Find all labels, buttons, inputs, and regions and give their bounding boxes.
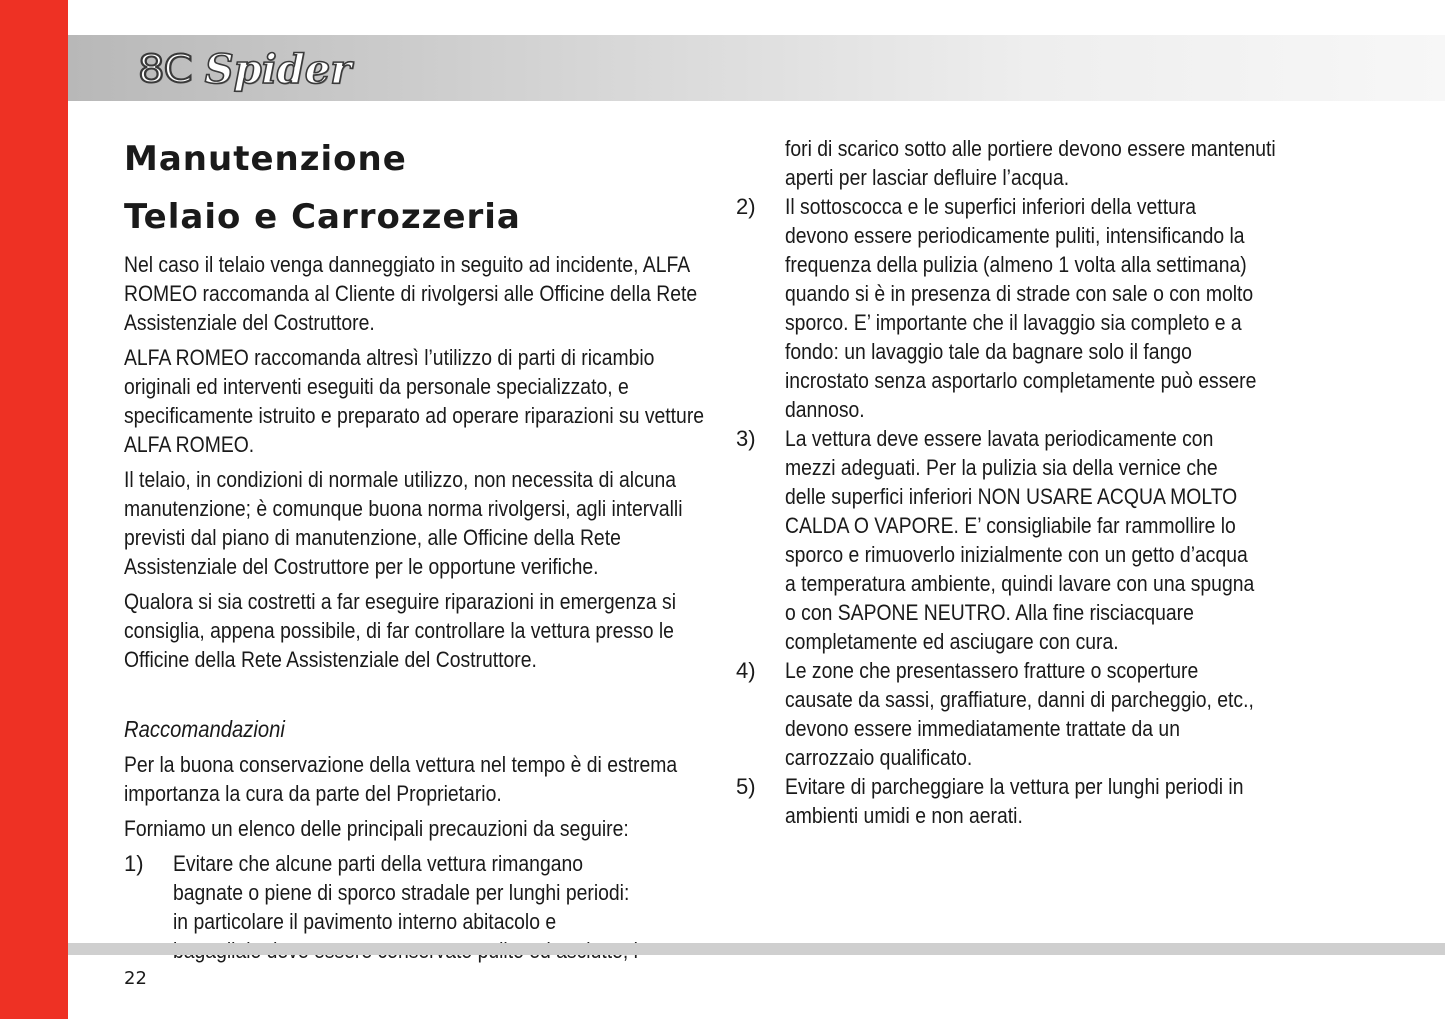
footer-bar (68, 943, 1445, 955)
paragraph: Per la buona conservazione della vettura nel tempo è di estrema importanza la cura da parte del Proprietario. (124, 752, 678, 806)
paragraph: Qualora si sia costretti a far eseguire riparazioni in emergenza si consiglia, appena possibile, di far controllare la vettura presso le Officine della Rete Assistenziale del Costruttore. (124, 589, 677, 672)
list-item-continuation (736, 134, 1326, 192)
header-band (68, 35, 1445, 101)
list-item (736, 656, 1326, 772)
list-item-text: Evitare che alcune parti della vettura rimangano bagnate o piene di sporco stradale per lunghi periodi: in particolare il pavimento interno abitacolo e (173, 851, 630, 934)
page-number: 22 (124, 968, 147, 989)
list-item (736, 424, 1326, 656)
paragraph: Il telaio, in condizioni di normale utilizzo, non necessita di alcuna manutenzione; è comunque buona norma rivolgersi, agli intervalli previsti dal piano di manutenzione, alle Officine della Rete Assistenziale del Costruttore per le opportune verifiche. (124, 467, 683, 579)
subheading: Raccomandazioni (124, 716, 285, 742)
list-item-number: 4) (736, 658, 756, 683)
paragraph: ALFA ROMEO raccomanda altresì l’utilizzo di parti di ricambio originali ed interventi eseguiti da personale specializzato, e specificamente istruito e preparato ad operare riparazioni su vetture ALFA ROMEO. (124, 345, 705, 457)
left-column (124, 130, 714, 965)
paragraph: Forniamo un elenco delle principali precauzioni da seguire: (124, 816, 629, 841)
list-item-number: 5) (736, 774, 756, 799)
list-item-text: Il sottoscocca e le superfici inferiori della vettura devono essere periodicamente puliti, intensificando la frequenza della pulizia (almeno 1 volta alla settimana) quando si è in presenza di strade con sale o con molto sporco. E’ importante che il lavaggio sia completo e a fondo: un lavaggio tale da bagnare solo il fango incrostato senza asportarlo completamente può essere dannoso. (785, 194, 1257, 422)
list-item-text: fori di scarico sotto alle portiere devono essere mantenuti aperti per lasciar defluire l’acqua. (785, 136, 1276, 190)
list-item-text: Evitare di parcheggiare la vettura per lunghi periodi in ambienti umidi e non aerati. (785, 774, 1244, 828)
page-title: Manutenzione (124, 139, 407, 179)
list-item-number: 2) (736, 194, 756, 219)
section-title: Telaio e Carrozzeria (124, 197, 521, 237)
list-item-number: 1) (124, 851, 144, 876)
list-item-text: La vettura deve essere lavata periodicamente con mezzi adeguati. Per la pulizia sia della vernice che delle superfici inferiori NON USARE ACQUA MOLTO CALDA O VAPORE. E’ consigliabile far rammollire lo sporco e rimuoverlo inizialmente con un getto d’acqua a temperatura ambiente, quindi lavare con una spugna o con SAPONE NEUTRO. Alla fine risciacquare completamente ed asciugare con cura. (785, 426, 1255, 654)
list-item (736, 772, 1326, 830)
logo-8c-spider (138, 41, 351, 97)
red-side-bar (0, 0, 68, 1019)
list-item-number: 3) (736, 426, 756, 451)
list-item-text: Le zone che presentassero fratture o scoperture causate da sassi, graffiature, danni di parcheggio, etc., devono essere immediatamente trattate da un carrozzaio qualificato. (785, 658, 1254, 770)
paragraph: Nel caso il telaio venga danneggiato in seguito ad incidente, ALFA ROMEO raccomanda al Cliente di rivolgersi alle Officine della Rete Assistenziale del Costruttore. (124, 252, 698, 335)
logo-model: 8C (138, 47, 192, 91)
right-column (736, 134, 1326, 830)
logo-name: Spider (204, 45, 352, 93)
list-item (736, 192, 1326, 424)
